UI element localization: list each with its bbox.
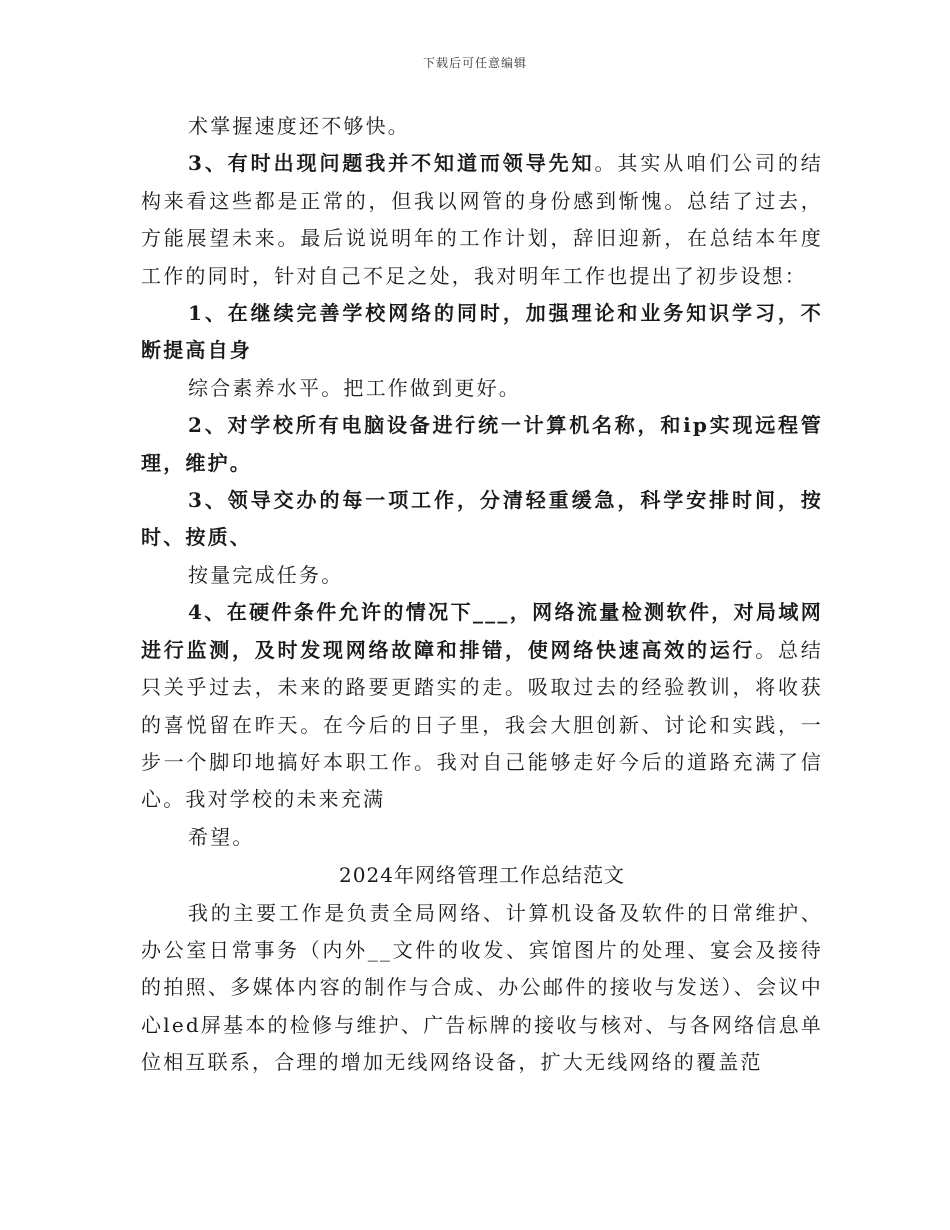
paragraph-bold-text: 2、对学校所有电脑设备进行统一计算机名称，和ip实现远程管理，维护。 (141, 413, 823, 475)
paragraph-text: 综合素养水平。把工作做到更好。 (188, 375, 521, 400)
paragraph-5 (141, 407, 823, 482)
section-title-text: 2024年网络管理工作总结范文 (339, 863, 625, 888)
paragraph-2 (141, 145, 823, 295)
paragraph-6 (141, 482, 823, 557)
paragraph-9 (141, 819, 823, 856)
paragraph-7 (141, 557, 823, 594)
paragraph-text: 。总结只关乎过去，未来的路要更踏实的走。吸取过去的经验教训，将收获的喜悦留在昨天。在今后的日子里，我会大胆创新、讨论和实践，一步一个脚印地搞好本职工作。我对自己能够走好今后的道路充满了信心。我对学校的未来充满 (141, 637, 823, 812)
section-title (141, 857, 823, 894)
page-header-note: 下载后可任意编辑 (422, 56, 527, 70)
paragraph-4 (141, 370, 823, 407)
paragraph-3 (141, 295, 823, 370)
document-body (141, 108, 823, 1082)
paragraph-text: 希望。 (188, 824, 255, 849)
paragraph-bold-text: 3、领导交办的每一项工作，分清轻重缓急，科学安排时间，按时、按质、 (141, 488, 823, 550)
paragraph-text: 。其实从咱们公司的结构来看这些都是正常的，但我以网管的身份感到惭愧。总结了过去，方能展望未来。最后说说明年的工作计划，辞旧迎新，在总结本年度工作的同时，针对自己不足之处，我对明年工作也提出了初步设想： (141, 151, 823, 288)
paragraph-text: 按量完成任务。 (188, 562, 344, 587)
paragraph-text: 我的主要工作是负责全局网络、计算机设备及软件的日常维护、办公室日常事务（内外__文件的收发、宾馆图片的处理、宴会及接待的拍照、多媒体内容的制作与合成、办公邮件的接收与发送）、会议中心led屏基本的检修与维护、广告标牌的接收与核对、与各网络信息单位相互联系，合理的增加无线网络设备，扩大无线网络的覆盖范 (141, 900, 823, 1075)
paragraph-10 (141, 895, 823, 1082)
paragraph-1 (141, 108, 823, 145)
paragraph-bold-text: 3、有时出现问题我并不知道而领导先知 (188, 151, 595, 176)
paragraph-text: 术掌握速度还不够快。 (188, 114, 410, 138)
paragraph-bold-text: 1、在继续完善学校网络的同时，加强理论和业务知识学习，不断提高自身 (141, 301, 823, 363)
paragraph-bold-text: 4、在硬件条件允许的情况下___，网络流量检测软件，对局域网进行监测，及时发现网络故障和排错，使网络快速高效的运行 (141, 600, 823, 662)
paragraph-8 (141, 594, 823, 818)
